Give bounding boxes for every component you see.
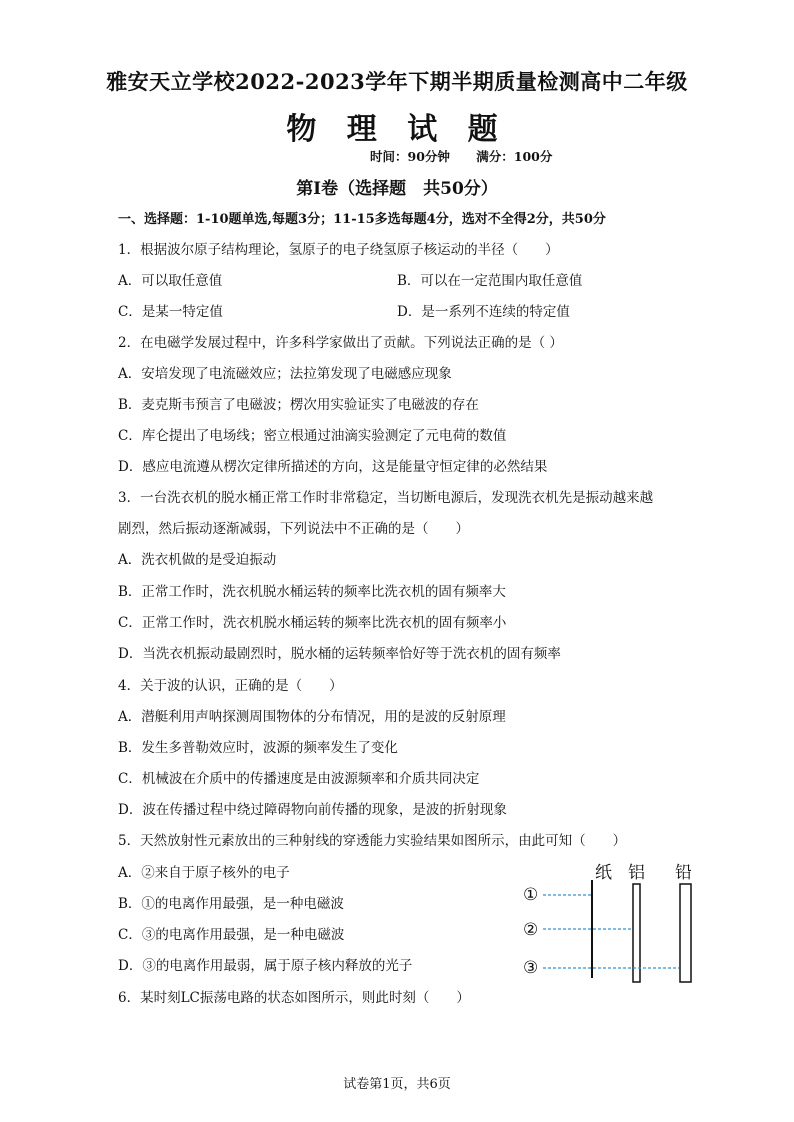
question-4-stem: 4．关于波的认识，正确的是（ ） [118, 678, 343, 694]
question-3-option-c: C．正常工作时，洗衣机脱水桶运转的频率比洗衣机的固有频率小 [118, 615, 507, 631]
question-1-option-a: A．可以取任意值 [118, 273, 223, 289]
ray-2-label: ② [523, 920, 539, 940]
label-lead: 铅 [675, 863, 692, 883]
question-2-option-d: D．感应电流遵从楞次定律所描述的方向，这是能量守恒定律的必然结果 [118, 459, 548, 475]
question-4-option-b: B．发生多普勒效应时，波源的频率发生了变化 [118, 740, 398, 756]
exam-info [370, 147, 574, 165]
question-1-option-d: D．是一系列不连续的特定值 [397, 304, 570, 320]
exam-time: 时间：90分钟 [370, 149, 450, 164]
ray-3-label: ③ [523, 958, 539, 978]
radiation-penetration-figure [515, 858, 705, 988]
question-5-option-b: B．①的电离作用最强，是一种电磁波 [118, 896, 344, 912]
subject-title: 物 理 试 题 [286, 112, 508, 147]
question-1-option-b: B．可以在一定范围内取任意值 [397, 273, 583, 289]
question-5-option-a: A．②来自于原子核外的电子 [118, 865, 290, 881]
question-3-option-b: B．正常工作时，洗衣机脱水桶运转的频率比洗衣机的固有频率大 [118, 584, 506, 600]
ray-1-label: ① [523, 885, 539, 905]
question-3-stem: 3．一台洗衣机的脱水桶正常工作时非常稳定，当切断电源后，发现洗衣机先是振动越来越 [118, 490, 654, 506]
question-1-stem: 1．根据波尔原子结构理论，氢原子的电子绕氢原子核运动的半径（ ） [118, 242, 559, 258]
lead-plate [680, 884, 691, 982]
question-1-option-c: C．是某一特定值 [118, 304, 223, 320]
question-6-stem: 6．某时刻LC振荡电路的状态如图所示，则此时刻（ ） [118, 990, 470, 1006]
part-title: 第Ⅰ卷（选择题 共50分） [296, 179, 498, 199]
question-2-option-b: B．麦克斯韦预言了电磁波；楞次用实验证实了电磁波的存在 [118, 397, 479, 413]
question-4-option-a: A．潜艇利用声呐探测周围物体的分布情况，用的是波的反射原理 [118, 709, 506, 725]
section-heading: 一、选择题：1-10题单选,每题3分；11-15多选每题4分，选对不全得2分，共50分 [118, 212, 606, 227]
aluminum-plate [633, 884, 640, 982]
question-5-option-d: D．③的电离作用最弱，属于原子核内释放的光子 [118, 958, 413, 974]
question-4-option-d: D．波在传播过程中绕过障碍物向前传播的现象，是波的折射现象 [118, 802, 507, 818]
question-2-option-a: A．安培发现了电流磁效应；法拉第发现了电磁感应现象 [118, 366, 452, 382]
question-5-stem: 5．天然放射性元素放出的三种射线的穿透能力实验结果如图所示，由此可知（ ） [118, 833, 627, 849]
school-title: 雅安天立学校2022-2023学年下期半期质量检测高中二年级 [106, 69, 688, 94]
page-footer: 试卷第1页，共6页 [343, 1077, 451, 1092]
question-4-option-c: C．机械波在介质中的传播速度是由波源频率和介质共同决定 [118, 771, 480, 787]
label-paper: 纸 [595, 863, 612, 883]
question-3-option-d: D．当洗衣机振动最剧烈时，脱水桶的运转频率恰好等于洗衣机的固有频率 [118, 646, 561, 662]
question-5-option-c: C．③的电离作用最强，是一种电磁波 [118, 927, 345, 943]
exam-score: 满分：100分 [476, 149, 553, 164]
label-aluminum: 铝 [628, 863, 645, 883]
question-3-option-a: A．洗衣机做的是受迫振动 [118, 552, 277, 568]
question-2-stem: 2．在电磁学发展过程中，许多科学家做出了贡献。下列说法正确的是（ ） [118, 335, 563, 351]
question-2-option-c: C．库仑提出了电场线；密立根通过油滴实验测定了元电荷的数值 [118, 428, 507, 444]
question-3-stem-cont: 剧烈，然后振动逐渐减弱，下列说法中不正确的是（ ） [118, 521, 469, 537]
